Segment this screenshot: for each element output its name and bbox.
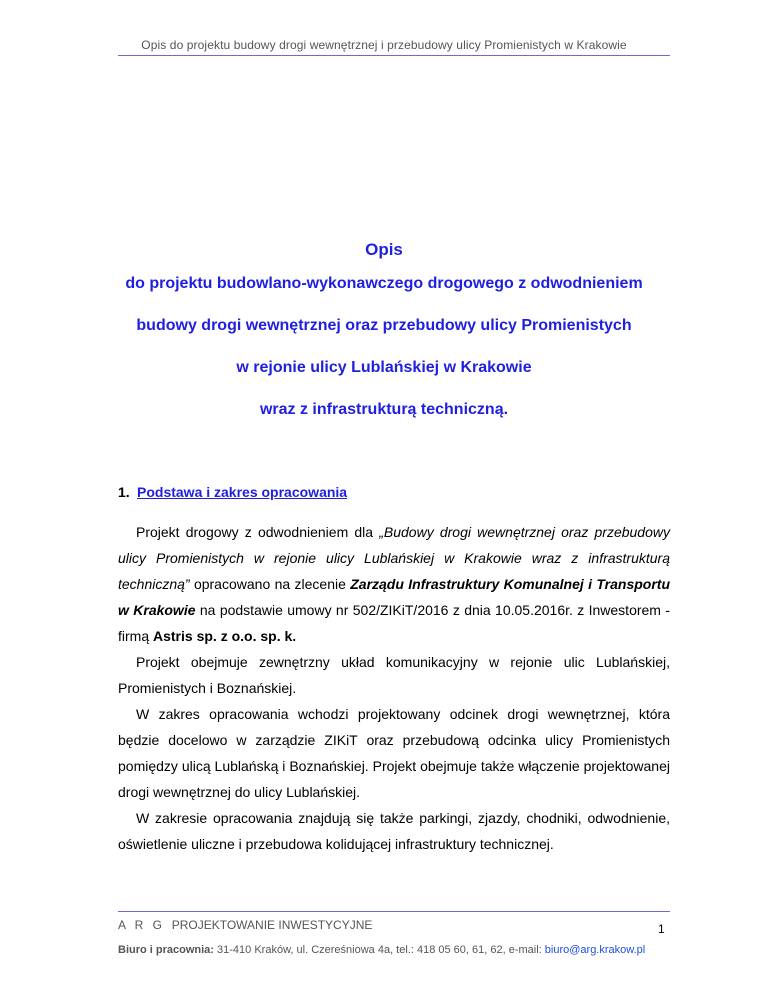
address-label: Biuro i pracownia: <box>118 944 214 956</box>
section-heading: Podstawa i zakres opracowania <box>137 484 348 500</box>
footer-company <box>118 918 372 932</box>
title-line: Opis <box>365 240 403 259</box>
paragraph-text: Projekt drogowy z odwodnieniem dla <box>136 524 380 540</box>
address-text: 31-410 Kraków, ul. Czereśniowa 4a, tel.: 418 05 60, 61, 62, e-mail: <box>213 944 545 956</box>
company-abbreviation: A R G <box>118 918 166 932</box>
paragraph: W zakresie opracowania znajdują się także parkingi, zjazdy, chodniki, odwodnienie, oświetlenie uliczne i przebudowa kolidującej infrastruktury technicznej. <box>118 810 670 852</box>
page-number: 1 <box>658 922 665 936</box>
header-divider <box>118 55 670 56</box>
investor-name: Astris sp. z o.o. sp. k. <box>153 628 297 644</box>
title-line: w rejonie ulicy Lublańskiej w Krakowie <box>236 359 532 376</box>
client-name: Zarządu Infrastruktury Komunalnej i Transportu w Krakowie <box>118 576 670 618</box>
paragraph-text: na podstawie umowy nr 502/ZIKiT/2016 z dnia 10.05.2016r. z Inwestorem - firmą <box>118 602 670 644</box>
document-title <box>70 240 698 442</box>
paragraph-text: opracowano na zlecenie <box>189 576 351 592</box>
company-name: PROJEKTOWANIE INWESTYCYJNE <box>171 918 373 932</box>
paragraph: Projekt obejmuje zewnętrzny układ komunikacyjny w rejonie ulic Lublańskiej, Promienistych i Boznańskiej. <box>118 654 670 696</box>
running-header: Opis do projektu budowy drogi wewnętrznej i przebudowy ulicy Promienistych w Krakowie <box>141 38 627 52</box>
paragraph: W zakres opracowania wchodzi projektowany odcinek drogi wewnętrznej, która będzie docelowo w zarządzie ZIKiT oraz przebudową odcinka ulicy Promienistych pomiędzy ulicą Lublańską i Boznańskiej. Projekt obejmuje także włączenie projektowanej drogi wewnętrznej do ulicy Lublańskiej. <box>118 706 670 800</box>
body-text <box>118 519 670 857</box>
footer-divider <box>118 911 670 912</box>
email-link[interactable]: biuro@arg.krakow.pl <box>544 944 646 956</box>
title-line: do projektu budowlano-wykonawczego drogowego z odwodnieniem <box>125 275 643 292</box>
title-line: budowy drogi wewnętrznej oraz przebudowy ulicy Promienistych <box>136 317 632 334</box>
footer-address <box>118 944 645 956</box>
project-name-quote: „Budowy drogi wewnętrznej oraz przebudowy ulicy Promienistych w rejonie ulicy Lublańskiej w Krakowie wraz z infrastrukturą techniczną” <box>118 524 670 592</box>
title-line: wraz z infrastrukturą techniczną. <box>259 401 509 418</box>
paragraph <box>118 519 670 649</box>
section-number: 1. <box>118 484 130 500</box>
